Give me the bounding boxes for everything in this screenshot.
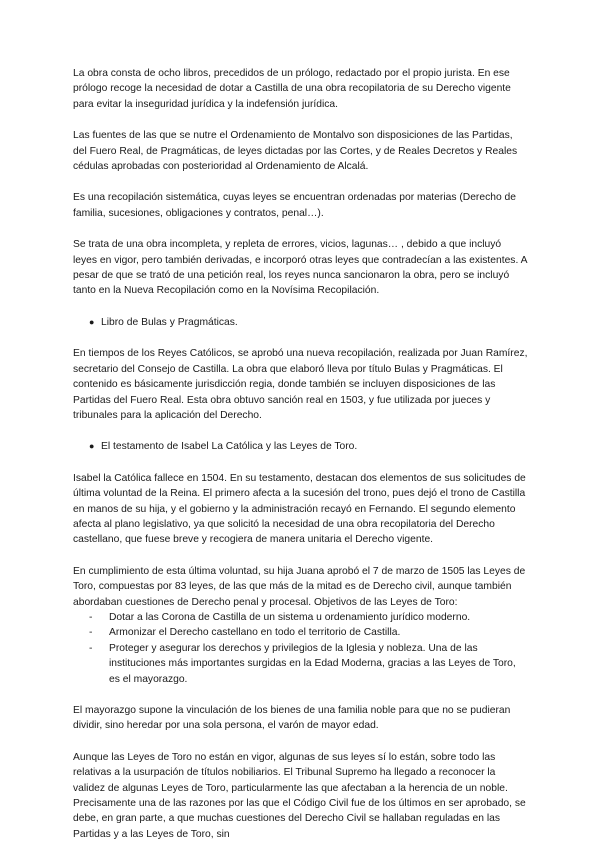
paragraph-obra-ocho-libros: La obra consta de ocho libros, precedidos de un prólogo, redactado por el propio jurista. En ese prólogo recoge la necesidad de dotar a Castilla de una obra recopilatoria de su Derecho vigente para evitar la inseguridad jurídica y la indefensión jurídica. xyxy=(73,68,511,110)
paragraph-obra-incompleta: Se trata de una obra incompleta, y repleta de errores, vicios, lagunas… , debido a que incluyó leyes en vigor, pero también derivadas, e incorporó otras leyes que contradecían a las existentes. A pesar de que se trató de una petición real, los reyes nunca sancionaron la obra, pero se incluyó tanto en la Nueva Recopilación como en la Novísima Recopilación. xyxy=(73,239,527,297)
paragraph-mayorazgo: El mayorazgo supone la vinculación de los bienes de una familia noble para que no se pudieran dividir, sino heredar por una sola persona, el varón de mayor edad. xyxy=(73,705,511,732)
paragraph-vigencia: Aunque las Leyes de Toro no están en vigor, algunas de sus leyes sí lo están, sobre todo las relativas a la usurpación de títulos nobiliarios. El Tribunal Supremo ha llegado a reconocer la validez de algunas Leyes de Toro, particularmente las que afectaban a la herencia de un noble. Precisamente una de las razones por las que el Código Civil fue de los últimos en ser aprobado, se debe, en gran parte, a que muchas cuestiones del Derecho Civil se hallaban reguladas en las Partidas y a las Leyes de Toro, sin xyxy=(73,751,526,840)
paragraph-leyes-toro: En cumplimiento de esta última voluntad, su hija Juana aprobó el 7 de marzo de 1505 las Leyes de Toro, compuestas por 83 leyes, de las que más de la mitad es de Derecho civil, aunque también abordaban cuestiones de Derecho penal y procesal. Objetivos de las Leyes de Toro: xyxy=(73,565,526,608)
dash-icon: - xyxy=(89,611,93,623)
paragraph-recopilacion-sistematica: Es una recopilación sistemática, cuyas leyes se encuentran ordenadas por materias (Derecho de familia, sucesiones, obligaciones y contratos, penal…). xyxy=(73,192,517,219)
paragraph-reyes-catolicos: En tiempos de los Reyes Católicos, se aprobó una nueva recopilación, realizada por Juan Ramírez, secretario del Consejo de Castilla. La obra que elaboró lleva por título Bulas y Pragmáticas. El contenido es básicamente jurisdicción regia, donde también se incluyen disposiciones de las Partidas del Fuero Real. Esta obra obtuvo sanción real en 1503, y fue utilizada por jueces y tribunales para la aplicación del Derecho. xyxy=(73,348,528,421)
list-item xyxy=(73,641,528,687)
bullet-text: Libro de Bulas y Pragmáticas. xyxy=(101,316,238,328)
bullet-text: El testamento de Isabel La Católica y las Leyes de Toro. xyxy=(101,441,358,453)
dash-icon: - xyxy=(89,642,93,654)
list-item xyxy=(73,625,528,640)
list-item-text: Dotar a las Corona de Castilla de un sistema u ordenamiento jurídico moderno. xyxy=(109,611,471,623)
bullet-item-testamento xyxy=(73,439,528,454)
leyes-toro-block xyxy=(73,564,528,687)
objetivos-list xyxy=(73,610,528,687)
bullet-item-bulas xyxy=(73,315,528,330)
dash-icon: - xyxy=(89,627,93,639)
bullet-icon: ● xyxy=(89,441,95,452)
list-item-text: Proteger y asegurar los derechos y privilegios de la Iglesia y nobleza. Una de las instituciones más importantes surgidas en la Edad Moderna, gracias a las Leyes de Toro, es el mayorazgo. xyxy=(109,642,516,685)
bullet-icon: ● xyxy=(89,316,95,327)
paragraph-isabel: Isabel la Católica fallece en 1504. En su testamento, destacan dos elementos de sus solicitudes de última voluntad de la Reina. El primero afecta a la sucesión del trono, pues dejó el trono de Castilla en manos de su hija, y el gobierno y la administración recayó en Fernando. El segundo elemento afecta al plano legislativo, ya que solicitó la necesidad de una obra recopilatoria del Derecho castellano, que fuese breve y recogiera de manera unitaria el Derecho vigente. xyxy=(73,472,526,546)
list-item-text: Armonizar el Derecho castellano en todo el territorio de Castilla. xyxy=(109,627,401,639)
document-body xyxy=(73,66,528,858)
list-item xyxy=(73,610,528,625)
paragraph-fuentes: Las fuentes de las que se nutre el Ordenamiento de Montalvo son disposiciones de las Partidas, del Fuero Real, de Pragmáticas, de leyes dictadas por las Cortes, y de Reales Decretos y Reales cédulas aprobadas con posterioridad al Ordenamiento de Alcalá. xyxy=(73,130,518,173)
